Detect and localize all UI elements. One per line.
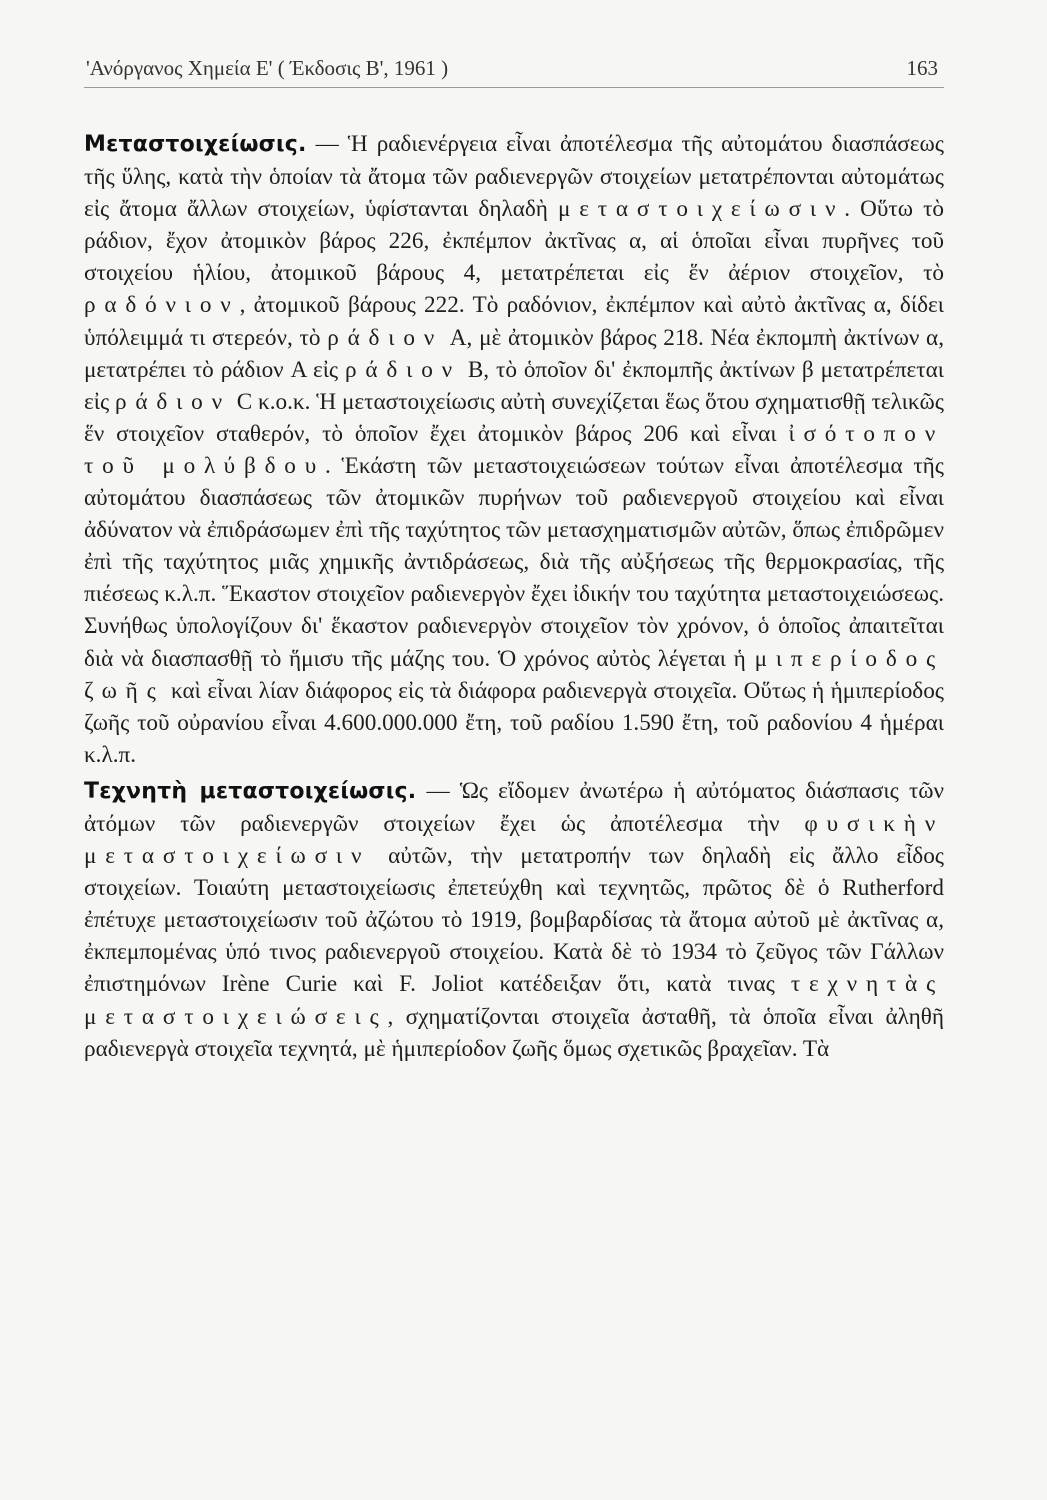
section-paragraph [84,775,944,1065]
section-heading: Μεταστοιχείωσις. [84,132,307,157]
text-run: αὐτῶν, τὴν μετατροπήν των δηλαδὴ εἰς ἄλλο εἶδος στοιχείων. Τοιαύτη μεταστοιχείωσις ἐπετεύχθη καὶ τεχνητῶς, πρῶτος δὲ ὁ Rutherford ἐπέτυχε μεταστοιχείωσιν τοῦ ἀζώτου τὸ 1919, βομβαρδίσας τὰ ἄτομα αὐτοῦ μὲ ἀκτῖνας α, ἐκπεμπομένας ὑπό τινος ραδιενεργοῦ στοιχείου. Κατὰ δὲ τὸ 1934 τὸ ζεῦγος τῶν Γάλλων ἐπιστημόνων Irène Curie καὶ F. Joliot κατέδειξαν ὅτι, κατὰ τινας [84,843,944,998]
text-run: — Ἡ ραδιενέργεια εἶναι ἀποτέλεσμα τῆς αὐτομάτου διασπάσεως τῆς ὕλης, κατὰ τὴν ὁποίαν τὰ ἄτομα τῶν ραδιενεργῶν στοιχείων μετατρέπονται αὐτομάτως εἰς ἄτομα ἄλλων στοιχείων, ὑφίστανται δηλαδὴ [84,131,944,223]
text-run: καὶ εἶναι λίαν διάφορος εἰς τὰ διάφορα ραδιενεργὰ στοιχεῖα. Οὕτως ἡ ἡμιπερίοδος ζωῆς τοῦ οὐρανίου εἶναι 4.600.000.000 ἔτη, τοῦ ραδίου 1.590 ἔτη, τοῦ ραδονίου 4 ἡμέραι κ.λ.π. [84,677,944,768]
text-run: C κ.ο.κ. Ἡ μεταστοιχείωσις αὐτὴ συνεχίζεται ἕως ὅτου σχηματισθῇ τελικῶς ἕν στοιχεῖον σταθερόν, τὸ ὁποῖον ἔχει ἀτομικὸν βάρος 206 καὶ εἶναι [84,388,944,447]
text-run: B, τὸ ὁποῖον δι' ἐκπομπῆς ἀκτίνων β μετατρέπεται εἰς [84,356,944,415]
page-number: 163 [906,56,938,80]
header-rule [84,87,944,88]
section-paragraph [84,128,944,771]
emphasized-term: ἰσότοπον τοῦ μολύβδου [84,420,944,479]
text-run: — Ὡς εἴδομεν ἀνωτέρω ἡ αὐτόματος διάσπασις τῶν ἀτόμων τῶν ραδιενεργῶν στοιχείων ἔχει ὡς ἀποτέλεσμα τὴν [84,777,945,837]
text-run: , ἀτομικοῦ βάρους 222. Τὸ ραδόνιον, ἐκπέμπον καὶ αὐτὸ ἀκτῖνας α, δίδει ὑπόλειμμά τι στερεόν, τὸ [84,292,944,351]
book-page [84,56,944,1065]
emphasized-term: φυσικὴν μεταστοιχείωσιν [84,810,944,870]
paragraph-body [84,778,944,1062]
paragraph-body [84,131,944,768]
emphasized-term: ραδόνιον [84,292,240,319]
emphasized-term: ράδιον [115,388,231,415]
emphasized-term: τεχνητὰς μεταστοιχειώσεις [84,971,944,1030]
running-title: 'Ανόργανος Χημεία Ε' ( Έκδοσις Β', 1961 ) [86,56,449,80]
text-run: . Οὕτω τὸ ράδιον, ἔχον ἀτομικὸν βάρος 226, ἐκπέμπον ἀκτῖνας α, αἱ ὁποῖαι εἶναι πυρῆνες τοῦ στοιχείου ἡλίου, ἀτομικοῦ βάρους 4, μετατρέπεται εἰς ἕν ἀέριον στοιχεῖον, τὸ [84,196,944,287]
page-header [84,56,944,87]
emphasized-term: ἡμιπερίοδος ζωῆς [84,645,944,704]
text-run: , σχηματίζονται στοιχεῖα ἀσταθῆ, τὰ ὁποῖα εἶναι ἀληθῆ ραδιενεργὰ στοιχεῖα τεχνητά, μὲ ἡμιπερίοδον ζωῆς ὅμως σχετικῶς βραχεῖαν. Τὰ [84,1003,944,1062]
emphasized-term: ράδιον [327,324,444,351]
text-run: . Ἑκάστη τῶν μεταστοιχειώσεων τούτων εἶναι ἀποτέλεσμα τῆς αὐτομάτου διασπάσεως τῶν ἀτομικῶν πυρήνων τοῦ ραδιενεργοῦ στοιχείου καὶ εἶναι ἀδύνατον νὰ ἐπιδράσωμεν ἐπὶ τῆς ταχύτητος τῶν μετασχηματισμῶν αὐτῶν, ὅπως ἐπιδρῶμεν ἐπὶ τῆς ταχύτητος μιᾶς χημικῆς ἀντιδράσεως, διὰ τῆς αὐξήσεως τῆς θερμοκρασίας, τῆς πιέσεως κ.λ.π. Ἕκαστον στοιχεῖον ραδιενεργὸν ἔχει ἰδικήν του ταχύτητα μεταστοιχειώσεως. Συνήθως ὑπολογίζουν δι' ἕκαστον ραδιενεργὸν στοιχεῖον τὸν χρόνον, ὁ ὁποῖος ἀπαιτεῖται διὰ νὰ διασπασθῇ τὸ ἥμισυ τῆς μάζης του. Ὁ χρόνος αὐτὸς λέγεται [84,452,944,672]
emphasized-term: μεταστοιχείωσιν [558,196,845,223]
section-heading: Τεχνητὴ μεταστοιχείωσις. [84,778,417,804]
emphasized-term: ράδιον [345,356,461,383]
text-run: A, μὲ ἀτομικὸν βάρος 218. Νέα ἐκπομπὴ ἀκτίνων α, μετατρέπει τὸ ράδιον A εἰς [84,324,945,383]
